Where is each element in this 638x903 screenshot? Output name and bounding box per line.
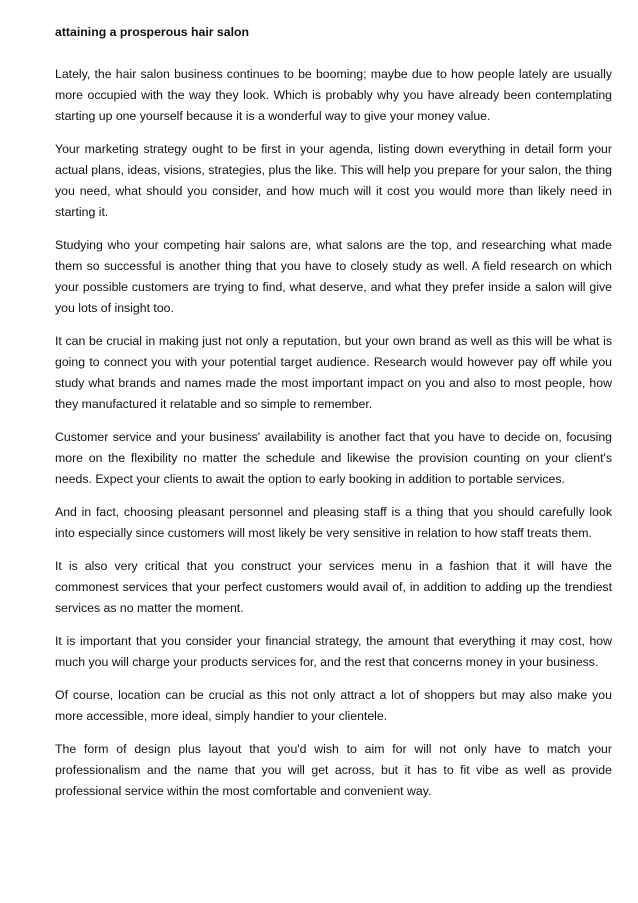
paragraph: It is important that you consider your financial strategy, the amount that everything it may cost, how much you will charge your products services for, and the rest that concerns money in your business. (55, 634, 612, 669)
paragraph: Customer service and your business' availability is another fact that you have to decide on, focusing more on the flexibility no matter the schedule and likewise the provision counting on your client's needs. Expect your clients to await the option to early booking in addition to portable services. (55, 430, 612, 486)
paragraph: The form of design plus layout that you'd wish to aim for will not only have to match your professionalism and the name that you will get across, but it has to fit vibe as well as provide professional service within the most comfortable and convenient way. (55, 742, 612, 798)
paragraph: And in fact, choosing pleasant personnel and pleasing staff is a thing that you should carefully look into especially since customers will most likely be very sensitive in relation to how staff treats them. (55, 505, 612, 540)
paragraph: Your marketing strategy ought to be first in your agenda, listing down everything in detail form your actual plans, ideas, visions, strategies, plus the like. This will help you prepare for your salon, the thing you need, what should you consider, and how much will it cost you would more than likely need in starting it. (55, 142, 612, 219)
paragraph: Studying who your competing hair salons are, what salons are the top, and researching what made them so successful is another thing that you have to closely study as well. A field research on which your possible customers are trying to find, what deserve, and what they prefer inside a salon will give you lots of insight too. (55, 238, 612, 315)
paragraph: Of course, location can be crucial as this not only attract a lot of shoppers but may also make you more accessible, more ideal, simply handier to your clientele. (55, 688, 612, 723)
document-page (55, 22, 612, 814)
paragraph: It can be crucial in making just not only a reputation, but your own brand as well as this will be what is going to connect you with your potential target audience. Research would however pay off while you study what brands and names made the most important impact on you and also to most people, how they manufactured it relatable and so simple to remember. (55, 334, 612, 411)
document-title: attaining a prosperous hair salon (55, 25, 250, 39)
paragraph: Lately, the hair salon business continues to be booming; maybe due to how people lately are usually more occupied with the way they look. Which is probably why you have already been contemplating starting up one yourself because it is a wonderful way to give your money value. (55, 67, 612, 123)
paragraph: It is also very critical that you construct your services menu in a fashion that it will have the commonest services that your perfect customers would avail of, in addition to adding up the trendiest services as no matter the moment. (55, 559, 612, 615)
